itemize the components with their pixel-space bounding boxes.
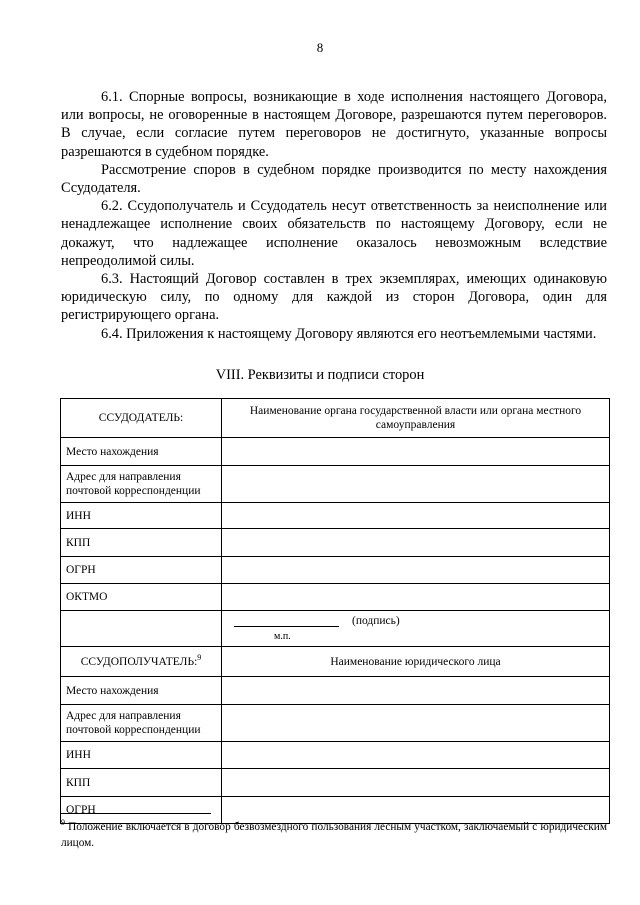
page-number: 8 — [316, 40, 324, 55]
lender-row-value — [222, 557, 610, 584]
lender-row-value — [222, 584, 610, 611]
lender-row-value — [222, 466, 610, 503]
requisites-table — [60, 398, 610, 824]
lender-name-label: Наименование органа государственной власти или органа местного самоуправления — [222, 399, 610, 438]
footnote-ref: 9 — [197, 652, 202, 662]
table-row — [61, 399, 610, 438]
signature-label: (подпись) — [352, 615, 400, 627]
table-row — [61, 742, 610, 769]
clause-6-3: 6.3. Настоящий Договор составлен в трех экземплярах, имеющих одинаковую юридическую силу, по одному для каждой из сторон Договора, один для регистрирующего органа. — [61, 271, 607, 324]
clause-6-4: 6.4. Приложения к настоящему Договору являются его неотъемлемыми частями. — [101, 325, 597, 342]
lender-row-label: КПП — [61, 529, 222, 557]
section-title: VIII. Реквизиты и подписи сторон — [215, 367, 425, 383]
borrower-row-label: ИНН — [61, 742, 222, 769]
signature-blank-cell — [61, 611, 222, 647]
borrower-row-value — [222, 705, 610, 742]
table-row — [61, 611, 610, 647]
table-row — [61, 503, 610, 529]
table-row — [61, 705, 610, 742]
contract-clauses — [61, 88, 607, 343]
table-row — [61, 769, 610, 797]
lender-row-label: ОГРН — [61, 557, 222, 584]
borrower-heading: ССУДОПОЛУЧАТЕЛЬ: — [80, 655, 198, 668]
clause-6-1-continued: Рассмотрение споров в судебном порядке производится по месту нахождения Ссудодателя. — [61, 161, 607, 197]
table-row — [61, 584, 610, 611]
stamp-mark: м.п. — [274, 631, 291, 642]
lender-row-value — [222, 529, 610, 557]
lender-row-label: Адрес для направления почтовой корреспонденции — [61, 466, 222, 503]
borrower-row-label: КПП — [61, 769, 222, 797]
footnote — [61, 819, 607, 851]
lender-row-label: Место нахождения — [61, 438, 222, 466]
borrower-row-label: ОГРН — [61, 797, 222, 824]
borrower-row-value — [222, 769, 610, 797]
clause-6-2: 6.2. Ссудополучатель и Ссудодатель несут ответственность за неисполнение или ненадлежащее исполнение своих обязательств по настоящему Договору, если не докажут, что надлежащее исполнение оказалось невозможным вследствие непреодолимой силы. — [61, 198, 607, 269]
borrower-heading-cell — [61, 647, 222, 677]
table-row — [61, 438, 610, 466]
lender-row-value — [222, 438, 610, 466]
signature-cell — [222, 611, 610, 647]
signature-line — [234, 626, 339, 627]
clause-6-1: 6.1. Спорные вопросы, возникающие в ходе исполнения настоящего Договора, или вопросы, не оговоренные в настоящем Договоре, разрешаются путем переговоров. В случае, если согласие путем переговоров не достигнуто, указанные вопросы разрешаются в судебном порядке. — [61, 89, 607, 160]
table-row — [61, 466, 610, 503]
lender-row-value — [222, 503, 610, 529]
table-row — [61, 529, 610, 557]
lender-row-label: ОКТМО — [61, 584, 222, 611]
table-row — [61, 677, 610, 705]
table-row — [61, 647, 610, 677]
borrower-row-label: Адрес для направления почтовой корреспонденции — [61, 705, 222, 742]
borrower-row-value — [222, 677, 610, 705]
borrower-name-label: Наименование юридического лица — [222, 647, 610, 677]
footnote-mark: 9 — [61, 818, 65, 828]
lender-row-label: ИНН — [61, 503, 222, 529]
footnote-divider — [61, 813, 211, 814]
borrower-row-value — [222, 742, 610, 769]
table-row — [61, 557, 610, 584]
borrower-row-label: Место нахождения — [61, 677, 222, 705]
footnote-text: Положение включается в договор безвозмездного пользования лесным участком, заключаемый с юридическим лицом. — [61, 821, 607, 849]
lender-heading: ССУДОДАТЕЛЬ: — [61, 399, 222, 438]
